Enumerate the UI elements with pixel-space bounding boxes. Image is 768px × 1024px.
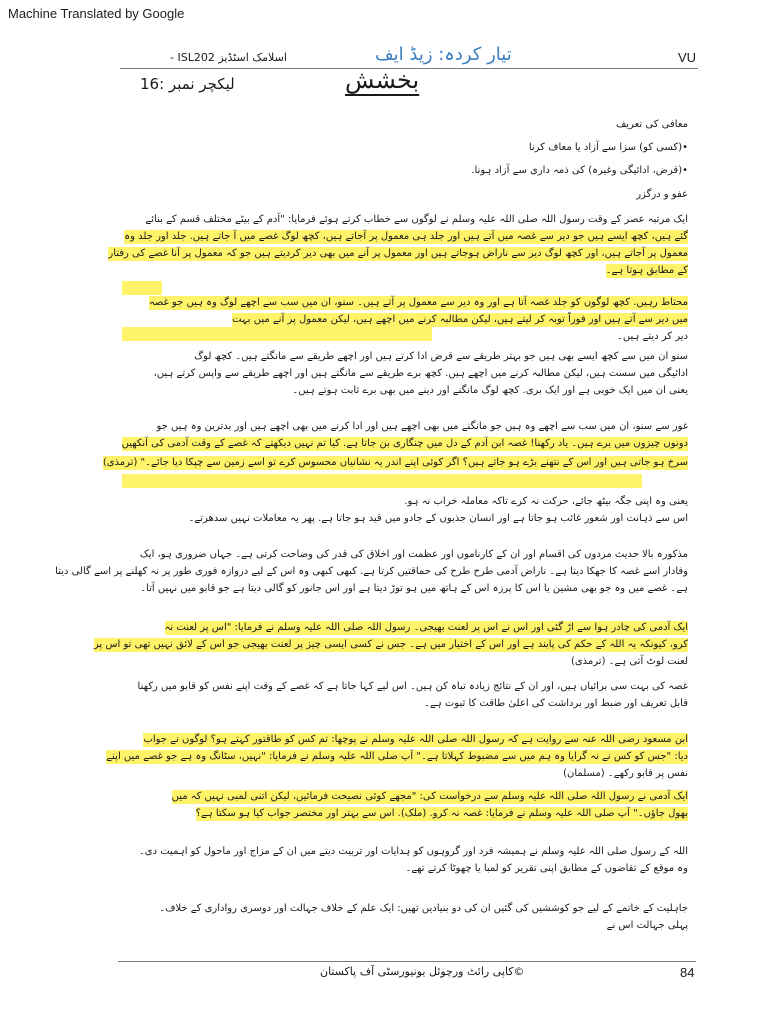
paragraph-line: یعنی ان میں ایک خوبی ہے اور ایک بری. کچھ لوگ مانگنے اور دینے میں بھی برے ثابت ہوتے ہیں۔ <box>292 385 688 396</box>
paragraph-line: کے مطابق ہوتا ہے۔ <box>605 265 688 276</box>
paragraph-line: دیا: "جس کو کس نے نہ گرایا وہ ہم میں سے مضبوط کہلاتا ہے۔" آپ صلی اللہ علیہ وسلم نے فرمایا: "نہیں، سٹانگ وہ ہے جو غصے میں اپنے <box>106 751 688 762</box>
paragraph-line: غور سے سنو، ان میں سب سے اچھے وہ ہیں جو مانگنے میں بھی اچھے ہیں اور ادا کرنے میں بھی اچھے ہیں اور بدترین وہ ہیں جو <box>156 421 688 432</box>
machine-translation-banner: Machine Translated by Google <box>8 6 185 21</box>
paragraph-line: ہے۔ غصے میں وہ جو بھی مشین یا اس کا پرزہ اس کے ہاتھ میں ہو توڑ دیتا ہے اور اس جانور کو گالی دیتا ہے جو قابو میں نہیں آتا۔ <box>140 583 688 594</box>
paragraph-line: وفادار اسے غصہ کا جھکا دیتا ہے۔ ناراض آدمی طرح طرح کی حماقتیں کرتا ہے. کبھی کبھی وہ اس کے لیے دروازہ فوری طور پر نہ کھلنے پر اسے گالی دیتا <box>55 566 688 577</box>
paragraph-line: جاہلیت کے خاتمے کے لیے جو کوششیں کی گئیں ان کی دو بنیادیں تھیں: ایک علم کے خلاف جہالت اور دوسری رواداری کے خلاف۔ <box>159 903 688 914</box>
course-code: اسلامک اسٹڈیز ISL202 - <box>170 51 287 64</box>
page-number: 84 <box>680 965 695 980</box>
paragraph-line: مذکورہ بالا حدیث مردوں کی اقسام اور ان کے کارناموں اور عظمت اور اخلاق کی قدر کی وضاحت کرتی ہے۔ جہاں ضروری ہو، ایک <box>139 549 688 560</box>
paragraph-line: معمول پر آجاتے ہیں، اور کچھ لوگ دیر سے ناراض ہوجاتے ہیں اور معمول پر آنے میں بھی دیر کردیتے ہیں جو کہ معمول پر آنا غصے کی رفتار <box>108 248 688 259</box>
paragraph-line: محتاط رہیں. کچھ لوگوں کو جلد غصہ آتا ہے اور وہ دیر سے معمول پر آتے ہیں۔ سنو، ان میں سب سے اچھے لوگ وہ ہیں جو غصہ <box>148 297 688 308</box>
highlight-mark <box>122 474 642 488</box>
definition-item: •(قرض، ادائیگی وغیرہ) کی ذمہ داری سے آزاد ہونا. <box>471 165 688 176</box>
paragraph-line: ادائیگی میں سست ہیں، لیکن مطالبہ کرنے میں اچھے ہیں. کچھ برے طریقے سے مانگتے ہیں اور اچھے طریقے سے واپس کرتے ہیں، <box>153 368 688 379</box>
paragraph-line: قابل تعریف اور ضبط اور برداشت کی اعلیٰ طاقت کا ثبوت ہے۔ <box>424 698 688 709</box>
paragraph-line: لعنت لوٹ آتی ہے۔ (ترمذی) <box>570 656 688 667</box>
paragraph-line: اللہ کے رسول صلی اللہ علیہ وسلم نے ہمیشہ فرد اور گروہوں کو ہدایات اور تربیت دیتے میں ان کے مزاج اور ماحول کو اہمیت دی۔ <box>138 846 688 857</box>
paragraph-line: ابن مسعود رضی اللہ عنہ سے روایت ہے کہ رسول اللہ صلی اللہ علیہ وسلم نے پوچھا: تم کس کو طاقتور کہتے ہو؟ لوگوں نے جواب <box>143 734 688 745</box>
copyright-notice: ©کاپی رائٹ ورچوئل یونیورسٹی آف پاکستان <box>320 965 525 978</box>
paragraph-line: گئے ہیں، کچھ ایسے ہیں جو دیر سے غصہ میں آتے ہیں اور جلد ہی معمول پر آجاتے ہیں، کچھ لوگ غصے میں آ جاتے ہیں. جلد اور جلد وہ <box>124 231 688 242</box>
paragraph-line: غصہ کی بہت سی برائیاں ہیں، اور ان کے نتائج زیادہ تباہ کن ہیں۔ اس لیے کہا جاتا ہے کہ غصے کے وقت اپنے نفس کو قابو میں رکھنا <box>137 681 688 692</box>
paragraph-line: سنو ان میں سے کچھ ایسے بھی ہیں جو بہتر طریقے سے قرض ادا کرتے ہیں اور اچھے طریقے سے مانگتے ہیں۔ کچھ لوگ <box>194 351 688 362</box>
paragraph-line: بھول جاؤں۔" آپ صلی اللہ علیہ وسلم نے فرمایا: غصہ نہ کرو. (ملک). اس سے بہتر اور مختصر جواب کیا ہو سکتا ہے؟ <box>195 808 688 819</box>
paragraph-line: کرو، کیونکہ یہ اللہ کے حکم کی پابند ہے اور اس کے اختیار میں ہے۔ جس نے کسی ایسی چیز پر لعنت بھیجی جو اس کے لائق نہیں تھی تو اس پر <box>93 639 688 650</box>
paragraph-line: دیر کر دیتے ہیں۔ <box>616 331 688 342</box>
paragraph-line: ایک مرتبہ عصر کے وقت رسول اللہ صلی اللہ علیہ وسلم نے لوگوں سے خطاب کرتے ہوئے فرمایا: "آدم کے بیٹے مختلف قسم کے بنائے <box>145 214 688 225</box>
paragraph-line: نفس پر قابو رکھے۔ (مسلمان) <box>563 768 688 779</box>
highlight-mark <box>122 327 432 341</box>
paragraph-line: یعنی وہ اپنی جگہ بیٹھ جائے، حرکت نہ کرے تاکہ معاملہ خراب نہ ہو. <box>404 496 688 507</box>
paragraph-line: وہ موقع کے تقاضوں کے مطابق اپنی تقریر کو لمبا یا چھوٹا کرتے تھے۔ <box>405 863 688 874</box>
prepared-by: تیار کردہ: زیڈ ایف <box>375 44 512 65</box>
paragraph-line: ایک آدمی نے رسول اللہ صلی اللہ علیہ وسلم سے درخواست کی: "مجھے کوئی نصیحت فرمائیں، لیکن اتنی لمبی نہیں کہ میں <box>171 791 688 802</box>
vu-label: VU <box>678 50 697 65</box>
definition-heading: معافی کی تعریف <box>615 119 688 130</box>
paragraph-line: پہلی جہالت اس نے <box>606 920 688 931</box>
paragraph-line: سرخ ہو جاتی ہیں اور اس کے نتھنے بڑے ہو جاتے ہیں؟ اگر کوئی اپنے اندر یہ نشانیاں محسوس کرے تو اسے زمین سے چپکا دیا جائے۔" (ترمذی) <box>102 457 688 468</box>
highlight-mark <box>122 281 162 295</box>
definition-item: •(کسی کو) سزا سے آزاد یا معاف کرنا <box>528 142 688 153</box>
lecture-number: لیکچر نمبر :16 <box>140 75 235 93</box>
footer-divider <box>118 961 696 962</box>
paragraph-line: ایک آدمی کی چادر ہوا سے اڑ گئی اور اس نے اس پر لعنت بھیجی۔ رسول اللہ صلی اللہ علیہ وسلم نے فرمایا: "اس پر لعنت نہ <box>164 622 688 633</box>
paragraph-line: میں دیر سے آتے ہیں اور فوراً توبہ کر لیتے ہیں، لیکن مطالبہ کرنے میں اچھے ہیں، لیکن معمول پر آنے میں بہت <box>232 314 688 325</box>
paragraph-line: دونوں چیزوں میں برے ہیں۔ یاد رکھنا! غصہ ابن آدم کے دل میں چنگاری بن جاتا ہے. کیا تم نہیں دیکھتے کہ غصے کے وقت آدمی کی آنکھیں <box>121 438 688 449</box>
paragraph-line: اس سے ذہانت اور شعور غائب ہو جاتا ہے اور انسان جذبوں کے جادو میں قید ہو جاتا ہے. پھر یہ معاملات نہیں سدھرتے۔ <box>188 513 688 524</box>
section-heading: عفو و درگزر <box>636 189 688 200</box>
page-title: بخشش <box>345 66 420 94</box>
